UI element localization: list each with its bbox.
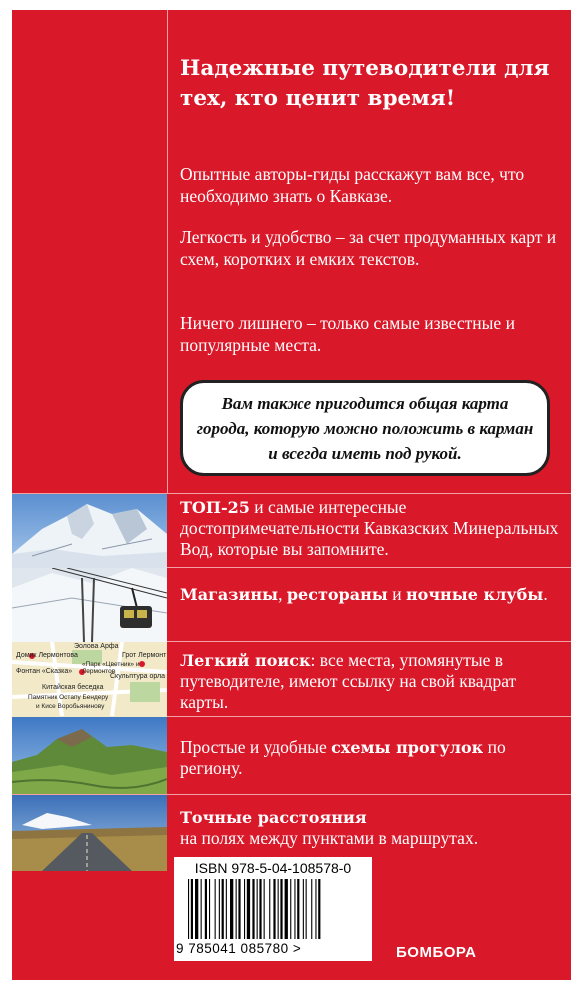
book-back-cover: [12, 10, 571, 980]
barcode: [174, 857, 372, 961]
map-label: «Парк «Цветник» и Лермонтов: [82, 661, 140, 675]
callout-box: [180, 380, 550, 476]
map-label: Домик Лермонтова: [16, 652, 78, 659]
mountain-photo: [12, 494, 167, 569]
headline: Надежные путеводители для тех, кто ценит время!: [180, 56, 550, 111]
intro-paragraph: Ничего лишнего – только самые известные и популярные места.: [180, 313, 515, 355]
feature-top25-text: и самые интересные достопримечательности Кавказских Минеральных Вод, которые вы запомните.: [180, 497, 559, 559]
feature-top25-bold: ТОП-25: [180, 498, 250, 517]
feature-shops: [180, 584, 565, 605]
map-label: Китайская беседка: [42, 684, 104, 691]
map-label: и Кисе Воробьянинову: [36, 703, 105, 710]
green-hills-photo: [12, 717, 167, 794]
feature-walks-text: по региону.: [180, 737, 506, 778]
feature-search: [180, 650, 565, 713]
feature-distances-bold: Точные расстояния: [180, 808, 367, 827]
feature-shops-bold: Магазины: [180, 585, 279, 604]
feature-walks-pre: Простые и удобные: [180, 737, 332, 757]
feature-distances: [180, 807, 565, 849]
map-label: Скульптура орла: [110, 673, 166, 680]
barcode-digits: 9 785041 085780 >: [176, 941, 302, 956]
map-label: Грот Лермонт: [122, 652, 167, 659]
feature-search-bold: Легкий поиск: [180, 651, 311, 670]
map-label: Эолова Арфа: [74, 643, 119, 650]
intro-paragraph: Опытные авторы-гиды расскажут вам все, что необходимо знать о Кавказе.: [180, 164, 525, 206]
vertical-rule: [167, 10, 168, 493]
map-label: Памятник Остапу Бендеру: [28, 694, 109, 701]
feature-restaurants-bold: рестораны: [286, 585, 388, 604]
feature-walks-bold: схемы прогулок: [331, 738, 484, 757]
feature-walks: [180, 737, 565, 779]
callout-text: Вам также пригодится общая карта города, которую можно положить в карман и всегда иметь под рукой.: [196, 393, 534, 463]
separator: и: [387, 584, 406, 604]
map-label: Фонтан «Сказка»: [16, 668, 73, 675]
intro-paragraph: Легкость и удобство – за счет продуманных карт и схем, коротких и емких текстов.: [180, 227, 557, 269]
map-thumbnail: [12, 642, 167, 717]
feature-top25: [180, 497, 565, 560]
feature-clubs-bold: ночные клубы: [405, 585, 544, 604]
isbn-label: ISBN 978-5-04-108578-0: [194, 860, 352, 876]
cable-car-photo: [12, 568, 167, 643]
road-mountain-photo: [12, 795, 167, 871]
separator: .: [543, 584, 548, 604]
feature-search-text: : все места, упомянутые в путеводителе, имеют ссылку на свой квадрат карты.: [180, 650, 517, 712]
publisher-logo: БОМБОРА: [396, 944, 477, 961]
feature-distances-text: на полях между пунктами в маршрутах.: [180, 828, 479, 848]
separator: ,: [278, 584, 287, 604]
